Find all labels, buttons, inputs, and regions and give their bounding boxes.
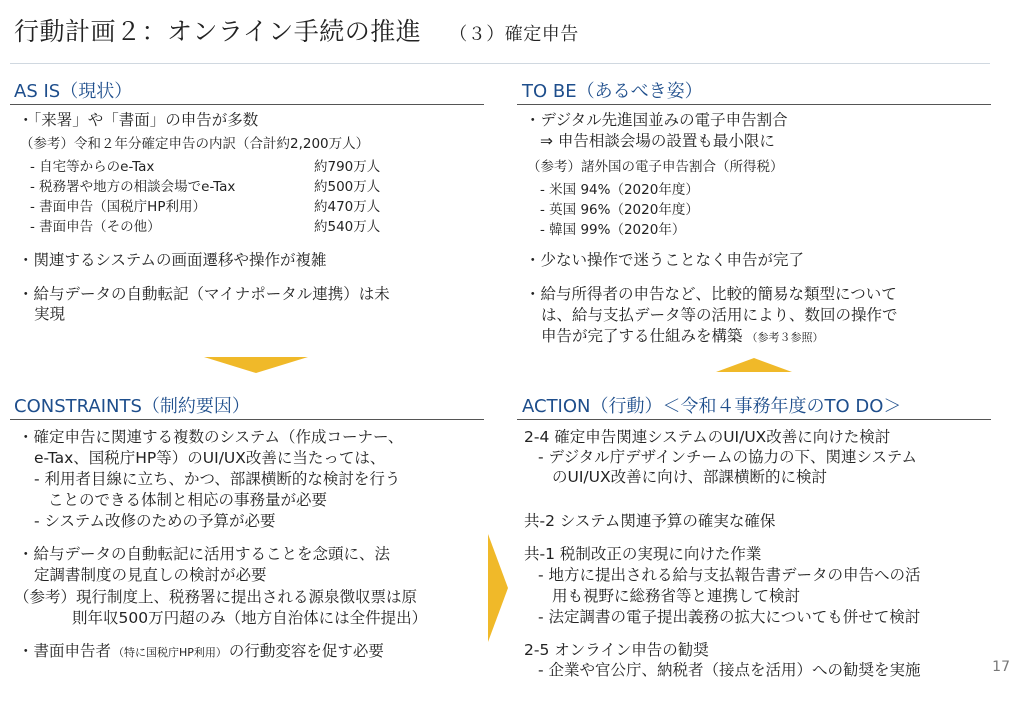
action-rule xyxy=(517,419,991,420)
up-arrow-icon xyxy=(716,358,792,372)
to-be-bullet-3-cont xyxy=(541,326,824,348)
as-is-bullet-3: ・給与データの自動転記（マイナポータル連携）は未 xyxy=(18,285,390,303)
as-is-bullet-1: ・「来署」や「書面」の申告が多数 xyxy=(18,111,259,129)
page-number: 17 xyxy=(992,659,1010,675)
constraints-bullet-2: ・給与データの自動転記に活用することを念頭に、法 xyxy=(18,545,391,563)
to-be-rule xyxy=(517,104,991,105)
constraints-bullet-2-cont: 定調書制度の見直しの検討が必要 xyxy=(34,566,267,584)
action-item-3-sub-2: - 法定調書の電子提出義務の拡大についても併せて検討 xyxy=(538,608,921,626)
title-divider xyxy=(10,63,990,64)
to-be-bullet-3: ・給与所得者の申告など、比較的簡易な類型について xyxy=(525,285,897,303)
action-item-3: 共-1 税制改正の実現に向けた作業 xyxy=(524,545,762,563)
to-be-bullet-2: ・少ない操作で迷うことなく申告が完了 xyxy=(525,251,805,269)
as-is-bullet-2: ・関連するシステムの画面遷移や操作が複雑 xyxy=(18,251,327,269)
page-title-main: 行動計画２：オンライン手続の推進 xyxy=(14,17,422,46)
constraints-sub-1-cont: ことのできる体制と相応の事務量が必要 xyxy=(48,491,328,509)
as-is-row-value: 約790万人 xyxy=(314,159,381,175)
as-is-row-value: 約500万人 xyxy=(314,179,381,195)
as-is-row-label: - 自宅等からのe-Tax xyxy=(30,159,155,175)
to-be-bullet-3-text: 申告が完了する仕組みを構築 xyxy=(541,327,743,345)
action-item-3-sub-cont: 用も視野に総務省等と連携して検討 xyxy=(552,587,801,605)
action-item-1-sub: - デジタル庁デザインチームの協力の下、関連システム xyxy=(538,448,917,466)
to-be-reference: （参考）諸外国の電子申告割合（所得税） xyxy=(527,159,784,175)
action-heading: ACTION（行動）＜令和４事務年度のTO DO＞ xyxy=(522,396,902,417)
constraints-sub-1: - 利用者目線に立ち、かつ、部課横断的な検討を行う xyxy=(34,470,401,488)
constraints-bullet-1-cont: e-Tax、国税庁HP等）のUI/UX改善に当たっては、 xyxy=(34,449,386,467)
as-is-heading: AS IS（現状） xyxy=(14,81,133,102)
right-arrow-icon xyxy=(488,534,508,642)
constraints-sub-2: - システム改修のための予算が必要 xyxy=(34,512,276,530)
as-is-row-label: - 書面申告（国税庁HP利用） xyxy=(30,199,206,215)
as-is-reference: （参考）令和２年分確定申告の内訳（合計約2,200万人） xyxy=(20,136,370,152)
constraints-rule xyxy=(10,419,484,420)
to-be-reference-note: （参考３参照） xyxy=(746,331,824,344)
constraints-bullet-1: ・確定申告に関連する複数のシステム（作成コーナー、 xyxy=(18,428,404,446)
page-title xyxy=(14,12,579,48)
as-is-bullet-3-cont: 実現 xyxy=(34,305,66,323)
constraints-bullet-3-tail: の行動変容を促す必要 xyxy=(228,642,384,660)
as-is-row-label: - 税務署や地方の相談会場でe-Tax xyxy=(30,179,236,195)
to-be-bullet-3-cont: は、給与支払データ等の活用により、数回の操作で xyxy=(541,306,898,324)
action-item-4: 2-5 オンライン申告の勧奨 xyxy=(524,641,709,659)
to-be-row: - 米国 94%（2020年度） xyxy=(540,182,699,198)
constraints-reference-cont: 則年収500万円超のみ（地方自治体には全件提出） xyxy=(72,609,428,627)
to-be-bullet-1-cont: ⇒ 申告相談会場の設置も最小限に xyxy=(540,132,775,150)
action-item-1-sub-cont: のUI/UX改善に向け、部課横断的に検討 xyxy=(552,468,827,486)
action-item-4-sub: - 企業や官公庁、納税者（接点を活用）への勧奨を実施 xyxy=(538,661,921,679)
constraints-heading: CONSTRAINTS（制約要因） xyxy=(14,396,250,417)
as-is-rule xyxy=(10,104,484,105)
constraints-bullet-3-text: ・書面申告者 xyxy=(18,642,112,660)
action-item-2: 共-2 システム関連予算の確実な確保 xyxy=(524,512,776,530)
to-be-heading: TO BE（あるべき姿） xyxy=(522,81,703,102)
to-be-row: - 韓国 99%（2020年） xyxy=(540,222,686,238)
as-is-row-value: 約470万人 xyxy=(314,199,381,215)
down-arrow-icon xyxy=(204,357,308,373)
constraints-bullet-3-note: （特に国税庁HP利用） xyxy=(113,646,227,659)
as-is-row-value: 約540万人 xyxy=(314,219,381,235)
to-be-bullet-1: ・デジタル先進国並みの電子申告割合 xyxy=(525,111,788,129)
as-is-row-label: - 書面申告（その他） xyxy=(30,219,161,235)
constraints-bullet-3 xyxy=(18,641,384,663)
action-item-1: 2-4 確定申告関連システムのUI/UX改善に向けた検討 xyxy=(524,428,891,446)
constraints-reference: （参考）現行制度上、税務署に提出される源泉徴収票は原 xyxy=(14,588,418,606)
action-item-3-sub: - 地方に提出される給与支払報告書データの申告への活 xyxy=(538,566,921,584)
page-subtitle: （３）確定申告 xyxy=(449,24,579,45)
to-be-row: - 英国 96%（2020年度） xyxy=(540,202,699,218)
